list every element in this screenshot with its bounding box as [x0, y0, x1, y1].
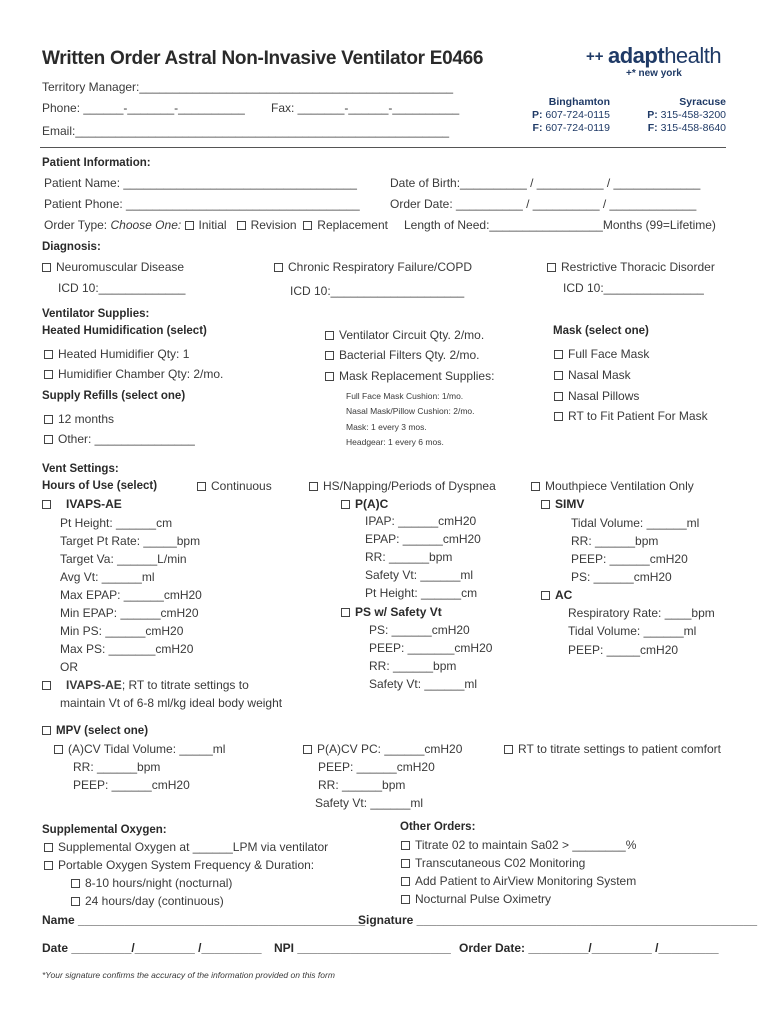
revision-label: Revision: [250, 218, 297, 232]
refill-12-months: [44, 412, 114, 426]
circuit-qty: [325, 328, 484, 342]
mouthpiece-only: [531, 479, 694, 493]
hours-hs-napping: [309, 479, 496, 493]
ivaps-target-va[interactable]: Target Va: ______L/min: [60, 552, 187, 566]
mask-nasal-pillows: [554, 389, 639, 403]
humidifier-qty-checkbox[interactable]: [44, 350, 53, 359]
office-syracuse: [638, 96, 726, 135]
oxygen-nocturnal-label: 8-10 hours/night (nocturnal): [85, 876, 233, 890]
simv-ps[interactable]: PS: ______cmH20: [571, 570, 672, 584]
ivaps-pt-height[interactable]: Pt Height: ______cm: [60, 516, 173, 530]
ivaps-max-ps[interactable]: Max PS: _______cmH20: [60, 642, 194, 656]
ivaps-min-ps[interactable]: Min PS: ______cmH20: [60, 624, 184, 638]
oxygen-continuous: [71, 894, 224, 908]
pac-rr[interactable]: RR: ______bpm: [365, 550, 453, 564]
office-syracuse-phone-label: P:: [647, 109, 658, 121]
initial-label: Initial: [198, 218, 227, 232]
patient-info-heading: Patient Information:: [42, 157, 151, 169]
simv-tidal-volume[interactable]: Tidal Volume: ______ml: [571, 516, 700, 530]
office-binghamton-phone: 607-724-0115: [545, 109, 610, 121]
ivaps-rt-titrate-line1: ; RT to titrate settings to: [121, 678, 249, 692]
office-binghamton: [522, 96, 610, 135]
office-syracuse-phone: 315-458-3200: [660, 109, 726, 121]
ps-safety-vt[interactable]: Safety Vt: ______ml: [369, 677, 478, 691]
pac-pt-height[interactable]: Pt Height: ______cm: [365, 586, 478, 600]
nasal-pillows-label: Nasal Pillows: [568, 389, 640, 403]
pac-title: P(A)C: [355, 497, 389, 511]
mpv-checkbox[interactable]: [42, 726, 51, 735]
order-titrate-o2-label[interactable]: Titrate 02 to maintain Sa02 > ________%: [415, 838, 637, 852]
npi-field[interactable]: NPI _______________________: [274, 941, 451, 955]
mpv-acv-label[interactable]: (A)CV Tidal Volume: _____ml: [68, 742, 226, 756]
ac-tidal-volume[interactable]: Tidal Volume: ______ml: [568, 624, 697, 638]
oxygen-nocturnal: [71, 876, 232, 890]
email-field[interactable]: Email:________________________________________________________: [42, 124, 450, 138]
rt-fit-label: RT to Fit Patient For Mask: [568, 409, 708, 423]
ivaps-avg-vt[interactable]: Avg Vt: ______ml: [60, 570, 155, 584]
rt-fit-checkbox[interactable]: [554, 412, 563, 421]
mask-full-face: [554, 347, 649, 361]
office-binghamton-fax-label: F:: [532, 122, 543, 134]
hours-continuous: [197, 479, 272, 493]
humidifier-chamber: [44, 367, 223, 381]
refill-other-checkbox[interactable]: [44, 435, 53, 444]
office-syracuse-name: Syracuse: [679, 96, 726, 108]
humidifier-qty: [44, 347, 189, 361]
filters-qty-label: Bacterial Filters Qty. 2/mo.: [339, 348, 480, 362]
heated-humidification-heading: Heated Humidification (select): [42, 325, 207, 337]
diagnosis-copd: [274, 260, 472, 274]
nasal-mask-checkbox[interactable]: [554, 371, 563, 380]
nasal-cushion-note: Nasal Mask/Pillow Cushion: 2/mo.: [346, 406, 475, 416]
supplemental-oxygen-heading: Supplemental Oxygen:: [42, 824, 167, 836]
continuous-label: Continuous: [211, 479, 272, 493]
copd-label: Chronic Respiratory Failure/COPD: [288, 260, 473, 274]
order-type-label: Order Type:: [44, 218, 108, 232]
pac-epap[interactable]: EPAP: ______cmH20: [365, 532, 481, 546]
mpv-acv-peep[interactable]: PEEP: ______cmH20: [73, 778, 190, 792]
diagnosis-restrictive: [547, 260, 715, 274]
circuit-qty-checkbox[interactable]: [325, 331, 334, 340]
mpv-rt-titrate-label: RT to titrate settings to patient comfort: [518, 742, 721, 756]
filters-qty: [325, 348, 479, 362]
mpv-rt-titrate-checkbox[interactable]: [504, 745, 513, 754]
ps-safety-option: [341, 605, 442, 619]
territory-manager-field[interactable]: Territory Manager:_______________________________________________: [42, 80, 454, 94]
signature-disclaimer: *Your signature confirms the accuracy of the information provided on this form: [42, 970, 335, 980]
order-pulse-oximetry-label: Nocturnal Pulse Oximetry: [415, 892, 552, 906]
order-type-row: [44, 218, 388, 232]
office-syracuse-fax: 315-458-8640: [660, 122, 726, 134]
ac-peep[interactable]: PEEP: _____cmH20: [568, 643, 679, 657]
ivaps-max-epap[interactable]: Max EPAP: ______cmH20: [60, 588, 202, 602]
mask-heading: Mask (select one): [553, 325, 649, 337]
filters-qty-checkbox[interactable]: [325, 351, 334, 360]
circuit-qty-label: Ventilator Circuit Qty. 2/mo.: [339, 328, 485, 342]
restrictive-icd-field[interactable]: ICD 10:_______________: [563, 281, 704, 295]
order-date-field[interactable]: Order Date: __________ / __________ / _____________: [390, 197, 697, 211]
simv-option: [541, 497, 584, 511]
ivaps-target-rate[interactable]: Target Pt Rate: _____bpm: [60, 534, 201, 548]
mpv-heading: MPV (select one): [56, 725, 149, 737]
patient-name-field[interactable]: Patient Name: ___________________________________: [44, 176, 357, 190]
mpv-acv-rr[interactable]: RR: ______bpm: [73, 760, 161, 774]
simv-title: SIMV: [555, 497, 585, 511]
mpv-acv-checkbox[interactable]: [54, 745, 63, 754]
ivaps-ae-title: IVAPS-AE: [66, 497, 122, 511]
pac-option: [341, 497, 388, 511]
signature-field[interactable]: Signature ___________________________________________________: [358, 913, 758, 927]
refill-12-months-checkbox[interactable]: [44, 415, 53, 424]
oxygen-portable-label: Portable Oxygen System Frequency & Duration:: [58, 858, 315, 872]
nasal-mask-label: Nasal Mask: [568, 368, 631, 382]
oxygen-portable: [44, 858, 314, 872]
order-airview: [401, 874, 636, 888]
full-face-cushion-note: Full Face Mask Cushion: 1/mo.: [346, 391, 464, 401]
mask-nasal: [554, 368, 631, 382]
mask-frequency-note: Mask: 1 every 3 mos.: [346, 422, 427, 432]
simv-rr[interactable]: RR: ______bpm: [571, 534, 659, 548]
oxygen-lpm-checkbox[interactable]: [44, 843, 53, 852]
vent-settings-heading: Vent Settings:: [42, 463, 119, 475]
copd-checkbox[interactable]: [274, 263, 283, 272]
prescriber-name-field[interactable]: Name ___________________________________________: [42, 913, 365, 927]
ps-safety-checkbox[interactable]: [341, 608, 350, 617]
ps-rr[interactable]: RR: ______bpm: [369, 659, 457, 673]
diagnosis-neuromuscular: [42, 260, 184, 274]
oxygen-portable-checkbox[interactable]: [44, 861, 53, 870]
humidifier-chamber-label: Humidifier Chamber Qty: 2/mo.: [58, 367, 224, 381]
ps-safety-title: PS w/ Safety Vt: [355, 605, 442, 619]
ps-peep[interactable]: PEEP: _______cmH20: [369, 641, 493, 655]
refill-other-label: Other: _______________: [58, 432, 195, 446]
mask-rt-fit: [554, 409, 708, 423]
diagnosis-heading: Diagnosis:: [42, 241, 101, 253]
length-of-need-field[interactable]: Length of Need:_________________Months (99=Lifetime): [404, 218, 716, 232]
ivaps-rt-titrate-line2: maintain Vt of 6-8 ml/kg ideal body weight: [60, 696, 283, 710]
mpv-pacv-safety-vt[interactable]: Safety Vt: ______ml: [315, 796, 424, 810]
neuromuscular-label: Neuromuscular Disease: [56, 260, 185, 274]
logo-subtitle: +* new york: [626, 68, 682, 79]
ivaps-or-label: OR: [60, 660, 78, 674]
oxygen-lpm-label[interactable]: Supplemental Oxygen at ______LPM via ventilator: [58, 840, 329, 854]
adapthealth-logo: [586, 44, 728, 82]
simv-peep[interactable]: PEEP: ______cmH20: [571, 552, 688, 566]
humidifier-qty-label: Heated Humidifier Qty: 1: [58, 347, 190, 361]
oxygen-nocturnal-checkbox[interactable]: [71, 879, 80, 888]
office-syracuse-fax-label: F:: [647, 122, 658, 134]
replacement-label: Replacement: [317, 218, 388, 232]
order-tc-co2-checkbox[interactable]: [401, 859, 410, 868]
neuromuscular-icd-field[interactable]: ICD 10:_____________: [58, 281, 186, 295]
order-airview-checkbox[interactable]: [401, 877, 410, 886]
ac-option: [541, 588, 572, 602]
neuromuscular-checkbox[interactable]: [42, 263, 51, 272]
full-face-label: Full Face Mask: [568, 347, 650, 361]
humidifier-chamber-checkbox[interactable]: [44, 370, 53, 379]
hs-napping-label: HS/Napping/Periods of Dyspnea: [323, 479, 496, 493]
ps-ps[interactable]: PS: ______cmH20: [369, 623, 470, 637]
headgear-frequency-note: Headgear: 1 every 6 mos.: [346, 437, 444, 447]
office-binghamton-name: Binghamton: [548, 96, 610, 108]
oxygen-continuous-checkbox[interactable]: [71, 897, 80, 906]
form-title: Written Order Astral Non-Invasive Ventilator E0466: [42, 48, 484, 69]
mask-replacement-label: Mask Replacement Supplies:: [339, 369, 495, 383]
logo-wordmark-bold: adapt: [608, 43, 665, 68]
ivaps-ae-checkbox[interactable]: [42, 500, 51, 509]
mouthpiece-label: Mouthpiece Ventilation Only: [545, 479, 694, 493]
hs-napping-checkbox[interactable]: [309, 482, 318, 491]
refill-12-months-label: 12 months: [58, 412, 115, 426]
order-titrate-o2: [401, 838, 636, 852]
office-binghamton-phone-label: P:: [531, 109, 543, 121]
other-orders-heading: Other Orders:: [400, 821, 476, 833]
signature-order-date-field[interactable]: Order Date: _________/_________ /_________: [459, 941, 719, 955]
refill-other: [44, 432, 195, 446]
phone-field[interactable]: Phone: ______-_______-__________: [42, 101, 245, 115]
mpv-pacv-checkbox[interactable]: [303, 745, 312, 754]
mpv-option: [42, 724, 148, 738]
pac-safety-vt[interactable]: Safety Vt: ______ml: [365, 568, 474, 582]
header-divider: [40, 147, 726, 148]
revision-checkbox[interactable]: [237, 221, 246, 230]
order-airview-label: Add Patient to AirView Monitoring System: [415, 874, 637, 888]
pac-checkbox[interactable]: [341, 500, 350, 509]
mpv-pacv: [303, 742, 462, 756]
mpv-rt-titrate: [504, 742, 721, 756]
supply-refills-heading: Supply Refills (select one): [42, 390, 186, 402]
full-face-checkbox[interactable]: [554, 350, 563, 359]
ventilator-supplies-heading: Ventilator Supplies:: [42, 308, 150, 320]
order-pulse-oximetry: [401, 892, 551, 906]
pac-ipap[interactable]: IPAP: ______cmH20: [365, 514, 477, 528]
fax-field[interactable]: Fax: _______-______-__________: [271, 101, 460, 115]
mouthpiece-checkbox[interactable]: [531, 482, 540, 491]
ac-respiratory-rate[interactable]: Respiratory Rate: ____bpm: [568, 606, 715, 620]
ac-checkbox[interactable]: [541, 591, 550, 600]
mpv-pacv-peep[interactable]: PEEP: ______cmH20: [318, 760, 435, 774]
ivaps-ae-option: [42, 497, 122, 511]
office-binghamton-fax: 607-724-0119: [545, 122, 610, 134]
mpv-acv: [54, 742, 225, 756]
replacement-checkbox[interactable]: [303, 221, 312, 230]
nasal-pillows-checkbox[interactable]: [554, 392, 563, 401]
order-tc-co2: [401, 856, 585, 870]
patient-phone-field[interactable]: Patient Phone: ___________________________________: [44, 197, 360, 211]
ac-title: AC: [555, 588, 573, 602]
logo-wordmark: [608, 44, 721, 68]
initial-checkbox[interactable]: [185, 221, 194, 230]
order-titrate-o2-checkbox[interactable]: [401, 841, 410, 850]
date-of-birth-field[interactable]: Date of Birth:__________ / __________ / _____________: [390, 176, 701, 190]
signature-date-field[interactable]: Date _________/_________ /_________: [42, 941, 262, 955]
logo-wordmark-thin: health: [664, 43, 722, 68]
continuous-checkbox[interactable]: [197, 482, 206, 491]
restrictive-checkbox[interactable]: [547, 263, 556, 272]
mask-replacement: [325, 369, 494, 383]
choose-one-label: Choose One:: [110, 218, 182, 232]
restrictive-label: Restrictive Thoracic Disorder: [561, 260, 715, 274]
hours-of-use-heading: Hours of Use (select): [42, 480, 158, 492]
oxygen-lpm: [44, 840, 328, 854]
mpv-pacv-label[interactable]: P(A)CV PC: ______cmH20: [317, 742, 463, 756]
ivaps-rt-titrate-checkbox[interactable]: [42, 681, 51, 690]
logo-plus-icon: ++: [586, 48, 604, 65]
ivaps-min-epap[interactable]: Min EPAP: ______cmH20: [60, 606, 199, 620]
mpv-pacv-rr[interactable]: RR: ______bpm: [318, 778, 406, 792]
copd-icd-field[interactable]: ICD 10:____________________: [290, 284, 465, 298]
oxygen-continuous-label: 24 hours/day (continuous): [85, 894, 224, 908]
ivaps-rt-titrate: [42, 678, 249, 692]
order-tc-co2-label: Transcutaneous C02 Monitoring: [415, 856, 586, 870]
simv-checkbox[interactable]: [541, 500, 550, 509]
order-pulse-oximetry-checkbox[interactable]: [401, 895, 410, 904]
mask-replacement-checkbox[interactable]: [325, 372, 334, 381]
ivaps-rt-titrate-title: IVAPS-AE: [66, 678, 122, 692]
